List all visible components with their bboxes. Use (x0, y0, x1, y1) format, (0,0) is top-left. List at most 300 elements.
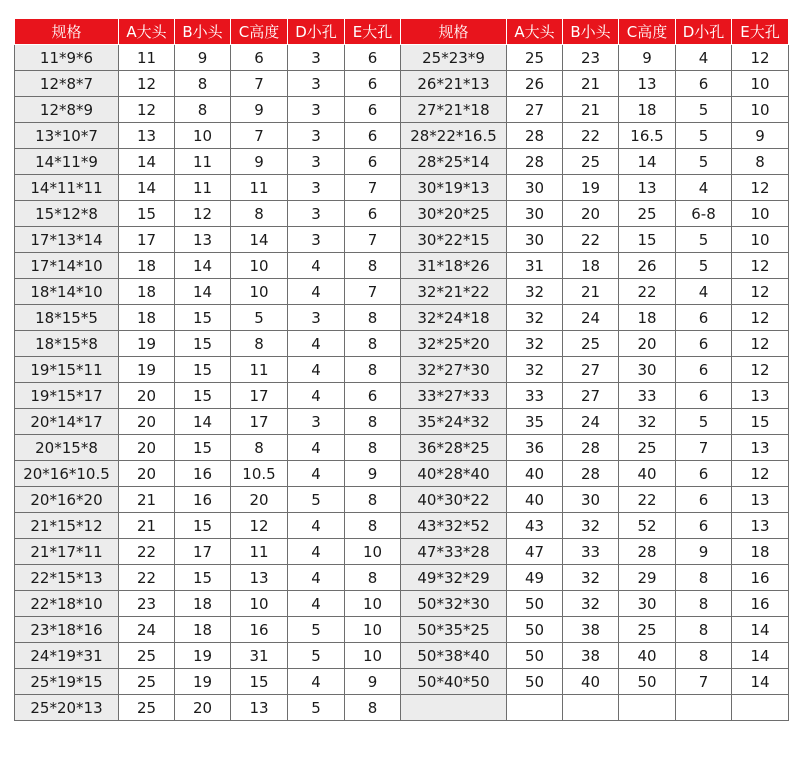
right-a-big-end-cell: 30 (507, 175, 563, 201)
right-d-small-hole-cell: 4 (676, 279, 732, 305)
right-d-small-hole-cell: 7 (676, 435, 732, 461)
table-row (15, 539, 789, 565)
left-e-big-hole-cell: 10 (345, 617, 401, 643)
left-a-big-end-cell: 12 (119, 71, 175, 97)
empty-cell (676, 695, 732, 721)
right-e-big-hole-cell: 13 (732, 513, 789, 539)
table-row (15, 669, 789, 695)
left-a-big-end-cell: 23 (119, 591, 175, 617)
right-d-small-hole-cell: 7 (676, 669, 732, 695)
left-e-big-hole-cell: 8 (345, 331, 401, 357)
left-d-small-hole-cell: 3 (288, 175, 345, 201)
right-a-big-end-cell: 26 (507, 71, 563, 97)
right-d-small-hole-cell: 6 (676, 383, 732, 409)
right-b-small-end-cell: 21 (563, 279, 619, 305)
empty-cell (563, 695, 619, 721)
left-d-small-hole-cell: 3 (288, 227, 345, 253)
left-spec-cell: 18*15*8 (15, 331, 119, 357)
right-d-small-hole-cell: 5 (676, 123, 732, 149)
right-b-small-end-cell: 22 (563, 123, 619, 149)
left-e-big-hole-cell: 6 (345, 123, 401, 149)
right-d-small-hole-cell: 4 (676, 45, 732, 71)
left-b-small-end-cell: 20 (175, 695, 231, 721)
left-spec-header: 规格 (15, 19, 119, 45)
right-c-height-cell: 15 (619, 227, 676, 253)
left-a-big-end-cell: 22 (119, 565, 175, 591)
right-d-small-hole-cell: 8 (676, 565, 732, 591)
right-e-big-hole-cell: 9 (732, 123, 789, 149)
left-e-big-hole-cell: 7 (345, 175, 401, 201)
left-b-small-end-cell: 14 (175, 253, 231, 279)
empty-cell (507, 695, 563, 721)
right-spec-cell: 32*24*18 (401, 305, 507, 331)
right-c-height-cell: 18 (619, 97, 676, 123)
right-c-height-cell: 33 (619, 383, 676, 409)
right-c-height-cell: 13 (619, 71, 676, 97)
left-c-height-cell: 31 (231, 643, 288, 669)
right-c-height-cell: 25 (619, 617, 676, 643)
right-spec-cell: 43*32*52 (401, 513, 507, 539)
left-spec-cell: 18*14*10 (15, 279, 119, 305)
left-c-height-cell: 5 (231, 305, 288, 331)
left-d-small-hole-cell: 3 (288, 45, 345, 71)
left-b-small-end-cell: 15 (175, 357, 231, 383)
left-e-big-hole-cell: 10 (345, 539, 401, 565)
left-d-small-hole-cell: 3 (288, 97, 345, 123)
right-spec-cell: 40*28*40 (401, 461, 507, 487)
right-spec-cell: 28*22*16.5 (401, 123, 507, 149)
left-spec-cell: 18*15*5 (15, 305, 119, 331)
right-c-height-cell: 13 (619, 175, 676, 201)
right-b-small-end-cell: 25 (563, 331, 619, 357)
left-spec-cell: 21*15*12 (15, 513, 119, 539)
left-d-small-hole-cell: 4 (288, 591, 345, 617)
left-c-height-cell: 10 (231, 253, 288, 279)
left-b-small-end-cell: 15 (175, 383, 231, 409)
table-row (15, 331, 789, 357)
left-e-big-hole-cell: 9 (345, 461, 401, 487)
left-a-big-end-cell: 14 (119, 149, 175, 175)
left-c-height-cell: 17 (231, 409, 288, 435)
table-row (15, 487, 789, 513)
left-spec-cell: 20*14*17 (15, 409, 119, 435)
left-b-small-end-cell: 9 (175, 45, 231, 71)
right-d-small-hole-cell: 6 (676, 331, 732, 357)
left-b-small-end-cell: 16 (175, 461, 231, 487)
left-e-big-hole-cell: 6 (345, 383, 401, 409)
left-spec-cell: 12*8*9 (15, 97, 119, 123)
left-b-small-end-cell: 12 (175, 201, 231, 227)
right-spec-cell: 26*21*13 (401, 71, 507, 97)
right-b-small-end-cell: 22 (563, 227, 619, 253)
right-a-big-end-header: A大头 (507, 19, 563, 45)
right-a-big-end-cell: 50 (507, 669, 563, 695)
left-spec-cell: 13*10*7 (15, 123, 119, 149)
empty-cell (619, 695, 676, 721)
right-c-height-cell: 29 (619, 565, 676, 591)
left-b-small-end-cell: 11 (175, 149, 231, 175)
right-e-big-hole-cell: 12 (732, 253, 789, 279)
right-spec-cell: 50*40*50 (401, 669, 507, 695)
table-row (15, 513, 789, 539)
right-d-small-hole-cell: 5 (676, 253, 732, 279)
left-spec-cell: 19*15*11 (15, 357, 119, 383)
left-e-big-hole-cell: 8 (345, 513, 401, 539)
right-spec-header: 规格 (401, 19, 507, 45)
right-a-big-end-cell: 49 (507, 565, 563, 591)
right-e-big-hole-cell: 10 (732, 71, 789, 97)
table-row (15, 227, 789, 253)
left-b-small-end-cell: 17 (175, 539, 231, 565)
left-d-small-hole-cell: 3 (288, 71, 345, 97)
left-a-big-end-cell: 20 (119, 409, 175, 435)
right-d-small-hole-cell: 5 (676, 227, 732, 253)
left-d-small-hole-cell: 4 (288, 383, 345, 409)
left-b-small-end-cell: 15 (175, 305, 231, 331)
right-spec-cell: 25*23*9 (401, 45, 507, 71)
right-e-big-hole-cell: 13 (732, 435, 789, 461)
left-spec-cell: 14*11*9 (15, 149, 119, 175)
table-row (15, 409, 789, 435)
left-a-big-end-cell: 17 (119, 227, 175, 253)
left-e-big-hole-cell: 8 (345, 357, 401, 383)
left-c-height-cell: 7 (231, 71, 288, 97)
right-b-small-end-cell: 28 (563, 435, 619, 461)
right-c-height-cell: 28 (619, 539, 676, 565)
left-d-small-hole-cell: 5 (288, 695, 345, 721)
left-c-height-cell: 10 (231, 279, 288, 305)
right-spec-cell: 36*28*25 (401, 435, 507, 461)
left-spec-cell: 22*18*10 (15, 591, 119, 617)
left-c-height-cell: 14 (231, 227, 288, 253)
left-c-height-cell: 15 (231, 669, 288, 695)
table-row (15, 175, 789, 201)
right-a-big-end-cell: 35 (507, 409, 563, 435)
right-c-height-cell: 26 (619, 253, 676, 279)
left-b-small-end-cell: 18 (175, 591, 231, 617)
left-e-big-hole-cell: 8 (345, 409, 401, 435)
right-e-big-hole-cell: 10 (732, 97, 789, 123)
left-c-height-cell: 9 (231, 149, 288, 175)
right-spec-cell: 50*32*30 (401, 591, 507, 617)
right-d-small-hole-cell: 6 (676, 487, 732, 513)
table-row (15, 643, 789, 669)
left-e-big-hole-cell: 10 (345, 591, 401, 617)
left-e-big-hole-cell: 6 (345, 45, 401, 71)
left-a-big-end-cell: 12 (119, 97, 175, 123)
left-d-small-hole-header: D小孔 (288, 19, 345, 45)
right-d-small-hole-cell: 5 (676, 149, 732, 175)
left-a-big-end-cell: 15 (119, 201, 175, 227)
right-b-small-end-cell: 38 (563, 643, 619, 669)
right-e-big-hole-cell: 16 (732, 565, 789, 591)
left-a-big-end-cell: 24 (119, 617, 175, 643)
right-b-small-end-cell: 24 (563, 305, 619, 331)
right-spec-cell: 33*27*33 (401, 383, 507, 409)
left-e-big-hole-cell: 6 (345, 97, 401, 123)
left-e-big-hole-cell: 9 (345, 669, 401, 695)
right-b-small-end-cell: 40 (563, 669, 619, 695)
left-b-small-end-cell: 15 (175, 435, 231, 461)
right-spec-cell: 49*32*29 (401, 565, 507, 591)
right-d-small-hole-cell: 6 (676, 461, 732, 487)
right-c-height-cell: 40 (619, 461, 676, 487)
right-b-small-end-cell: 38 (563, 617, 619, 643)
right-e-big-hole-cell: 12 (732, 45, 789, 71)
right-a-big-end-cell: 32 (507, 357, 563, 383)
left-d-small-hole-cell: 3 (288, 305, 345, 331)
left-c-height-cell: 11 (231, 175, 288, 201)
right-c-height-cell: 32 (619, 409, 676, 435)
left-e-big-hole-cell: 8 (345, 435, 401, 461)
right-d-small-hole-cell: 8 (676, 591, 732, 617)
left-d-small-hole-cell: 3 (288, 201, 345, 227)
right-spec-cell: 28*25*14 (401, 149, 507, 175)
left-d-small-hole-cell: 4 (288, 565, 345, 591)
left-c-height-cell: 13 (231, 695, 288, 721)
right-d-small-hole-cell: 6 (676, 71, 732, 97)
left-a-big-end-header: A大头 (119, 19, 175, 45)
right-b-small-end-cell: 18 (563, 253, 619, 279)
table-row (15, 695, 789, 721)
table-row (15, 357, 789, 383)
left-spec-cell: 17*13*14 (15, 227, 119, 253)
right-e-big-hole-cell: 14 (732, 617, 789, 643)
left-b-small-end-cell: 14 (175, 409, 231, 435)
right-e-big-hole-cell: 13 (732, 487, 789, 513)
left-spec-cell: 25*20*13 (15, 695, 119, 721)
right-a-big-end-cell: 32 (507, 279, 563, 305)
left-spec-cell: 21*17*11 (15, 539, 119, 565)
right-e-big-hole-cell: 12 (732, 175, 789, 201)
left-b-small-end-cell: 15 (175, 331, 231, 357)
left-b-small-end-cell: 15 (175, 565, 231, 591)
left-c-height-cell: 10 (231, 591, 288, 617)
left-c-height-cell: 6 (231, 45, 288, 71)
right-a-big-end-cell: 28 (507, 123, 563, 149)
left-a-big-end-cell: 18 (119, 305, 175, 331)
right-d-small-hole-cell: 6 (676, 305, 732, 331)
right-d-small-hole-cell: 8 (676, 617, 732, 643)
left-spec-cell: 19*15*17 (15, 383, 119, 409)
right-a-big-end-cell: 50 (507, 617, 563, 643)
left-d-small-hole-cell: 5 (288, 643, 345, 669)
table-row (15, 201, 789, 227)
right-b-small-end-cell: 33 (563, 539, 619, 565)
table-row (15, 617, 789, 643)
right-a-big-end-cell: 25 (507, 45, 563, 71)
left-a-big-end-cell: 25 (119, 669, 175, 695)
left-c-height-cell: 8 (231, 435, 288, 461)
left-spec-cell: 25*19*15 (15, 669, 119, 695)
table-row (15, 97, 789, 123)
right-d-small-hole-cell: 8 (676, 643, 732, 669)
right-c-height-cell: 22 (619, 487, 676, 513)
left-d-small-hole-cell: 4 (288, 357, 345, 383)
right-c-height-cell: 30 (619, 357, 676, 383)
left-e-big-hole-cell: 8 (345, 253, 401, 279)
right-c-height-cell: 30 (619, 591, 676, 617)
left-b-small-end-cell: 16 (175, 487, 231, 513)
table-row (15, 383, 789, 409)
left-b-small-end-cell: 8 (175, 71, 231, 97)
right-a-big-end-cell: 50 (507, 591, 563, 617)
left-spec-cell: 20*16*20 (15, 487, 119, 513)
right-e-big-hole-cell: 14 (732, 643, 789, 669)
left-a-big-end-cell: 18 (119, 253, 175, 279)
left-e-big-hole-cell: 7 (345, 279, 401, 305)
right-e-big-hole-header: E大孔 (732, 19, 789, 45)
right-a-big-end-cell: 30 (507, 201, 563, 227)
left-a-big-end-cell: 19 (119, 331, 175, 357)
left-a-big-end-cell: 21 (119, 513, 175, 539)
left-c-height-cell: 8 (231, 331, 288, 357)
right-e-big-hole-cell: 12 (732, 331, 789, 357)
left-spec-cell: 20*16*10.5 (15, 461, 119, 487)
table-row (15, 461, 789, 487)
right-c-height-cell: 40 (619, 643, 676, 669)
right-spec-cell: 47*33*28 (401, 539, 507, 565)
right-c-height-cell: 25 (619, 201, 676, 227)
left-d-small-hole-cell: 4 (288, 539, 345, 565)
left-spec-cell: 17*14*10 (15, 253, 119, 279)
left-d-small-hole-cell: 4 (288, 669, 345, 695)
left-b-small-end-cell: 11 (175, 175, 231, 201)
left-a-big-end-cell: 13 (119, 123, 175, 149)
left-b-small-end-cell: 15 (175, 513, 231, 539)
table-row (15, 279, 789, 305)
left-spec-cell: 14*11*11 (15, 175, 119, 201)
right-d-small-hole-cell: 6 (676, 513, 732, 539)
right-d-small-hole-cell: 6 (676, 357, 732, 383)
left-spec-cell: 15*12*8 (15, 201, 119, 227)
left-a-big-end-cell: 19 (119, 357, 175, 383)
right-e-big-hole-cell: 15 (732, 409, 789, 435)
table-row (15, 305, 789, 331)
right-b-small-end-cell: 25 (563, 149, 619, 175)
left-a-big-end-cell: 22 (119, 539, 175, 565)
left-spec-cell: 23*18*16 (15, 617, 119, 643)
right-b-small-end-cell: 23 (563, 45, 619, 71)
left-d-small-hole-cell: 4 (288, 253, 345, 279)
right-a-big-end-cell: 27 (507, 97, 563, 123)
left-a-big-end-cell: 11 (119, 45, 175, 71)
right-spec-cell: 50*38*40 (401, 643, 507, 669)
right-c-height-cell: 16.5 (619, 123, 676, 149)
left-a-big-end-cell: 25 (119, 695, 175, 721)
table-row (15, 71, 789, 97)
right-d-small-hole-cell: 6-8 (676, 201, 732, 227)
left-c-height-cell: 13 (231, 565, 288, 591)
right-a-big-end-cell: 47 (507, 539, 563, 565)
right-c-height-cell: 20 (619, 331, 676, 357)
table-row (15, 565, 789, 591)
right-spec-cell: 31*18*26 (401, 253, 507, 279)
right-a-big-end-cell: 30 (507, 227, 563, 253)
right-a-big-end-cell: 31 (507, 253, 563, 279)
left-a-big-end-cell: 20 (119, 461, 175, 487)
left-d-small-hole-cell: 5 (288, 617, 345, 643)
left-spec-cell: 20*15*8 (15, 435, 119, 461)
left-c-height-cell: 20 (231, 487, 288, 513)
left-e-big-hole-cell: 7 (345, 227, 401, 253)
right-b-small-end-cell: 21 (563, 71, 619, 97)
empty-cell (401, 695, 507, 721)
left-d-small-hole-cell: 4 (288, 331, 345, 357)
right-spec-cell: 30*19*13 (401, 175, 507, 201)
left-e-big-hole-cell: 6 (345, 149, 401, 175)
right-b-small-end-cell: 32 (563, 513, 619, 539)
left-b-small-end-header: B小头 (175, 19, 231, 45)
right-e-big-hole-cell: 12 (732, 461, 789, 487)
left-spec-cell: 12*8*7 (15, 71, 119, 97)
right-c-height-cell: 9 (619, 45, 676, 71)
left-c-height-cell: 12 (231, 513, 288, 539)
left-c-height-cell: 8 (231, 201, 288, 227)
right-d-small-hole-cell: 5 (676, 409, 732, 435)
right-d-small-hole-cell: 9 (676, 539, 732, 565)
left-c-height-cell: 16 (231, 617, 288, 643)
right-b-small-end-cell: 20 (563, 201, 619, 227)
right-e-big-hole-cell: 13 (732, 383, 789, 409)
right-a-big-end-cell: 50 (507, 643, 563, 669)
right-a-big-end-cell: 32 (507, 305, 563, 331)
table-row (15, 435, 789, 461)
table-body (15, 45, 789, 721)
right-b-small-end-cell: 19 (563, 175, 619, 201)
right-e-big-hole-cell: 12 (732, 357, 789, 383)
right-b-small-end-cell: 24 (563, 409, 619, 435)
left-a-big-end-cell: 20 (119, 435, 175, 461)
right-spec-cell: 30*20*25 (401, 201, 507, 227)
right-spec-cell: 30*22*15 (401, 227, 507, 253)
right-a-big-end-cell: 36 (507, 435, 563, 461)
right-e-big-hole-cell: 18 (732, 539, 789, 565)
right-e-big-hole-cell: 12 (732, 279, 789, 305)
right-e-big-hole-cell: 10 (732, 201, 789, 227)
left-d-small-hole-cell: 4 (288, 435, 345, 461)
left-c-height-cell: 9 (231, 97, 288, 123)
left-spec-cell: 22*15*13 (15, 565, 119, 591)
left-b-small-end-cell: 14 (175, 279, 231, 305)
right-d-small-hole-cell: 5 (676, 97, 732, 123)
left-c-height-cell: 17 (231, 383, 288, 409)
left-d-small-hole-cell: 4 (288, 279, 345, 305)
left-b-small-end-cell: 10 (175, 123, 231, 149)
right-a-big-end-cell: 43 (507, 513, 563, 539)
left-a-big-end-cell: 20 (119, 383, 175, 409)
left-e-big-hole-cell: 8 (345, 487, 401, 513)
right-spec-cell: 35*24*32 (401, 409, 507, 435)
left-d-small-hole-cell: 4 (288, 461, 345, 487)
left-e-big-hole-cell: 6 (345, 201, 401, 227)
right-spec-cell: 32*27*30 (401, 357, 507, 383)
right-e-big-hole-cell: 16 (732, 591, 789, 617)
right-e-big-hole-cell: 12 (732, 305, 789, 331)
left-c-height-cell: 7 (231, 123, 288, 149)
left-e-big-hole-cell: 8 (345, 565, 401, 591)
right-spec-cell: 27*21*18 (401, 97, 507, 123)
spec-table (14, 18, 789, 721)
left-d-small-hole-cell: 3 (288, 123, 345, 149)
right-c-height-cell: 52 (619, 513, 676, 539)
right-b-small-end-cell: 30 (563, 487, 619, 513)
table-row (15, 149, 789, 175)
left-b-small-end-cell: 8 (175, 97, 231, 123)
left-e-big-hole-cell: 10 (345, 643, 401, 669)
left-e-big-hole-cell: 6 (345, 71, 401, 97)
right-b-small-end-cell: 32 (563, 565, 619, 591)
